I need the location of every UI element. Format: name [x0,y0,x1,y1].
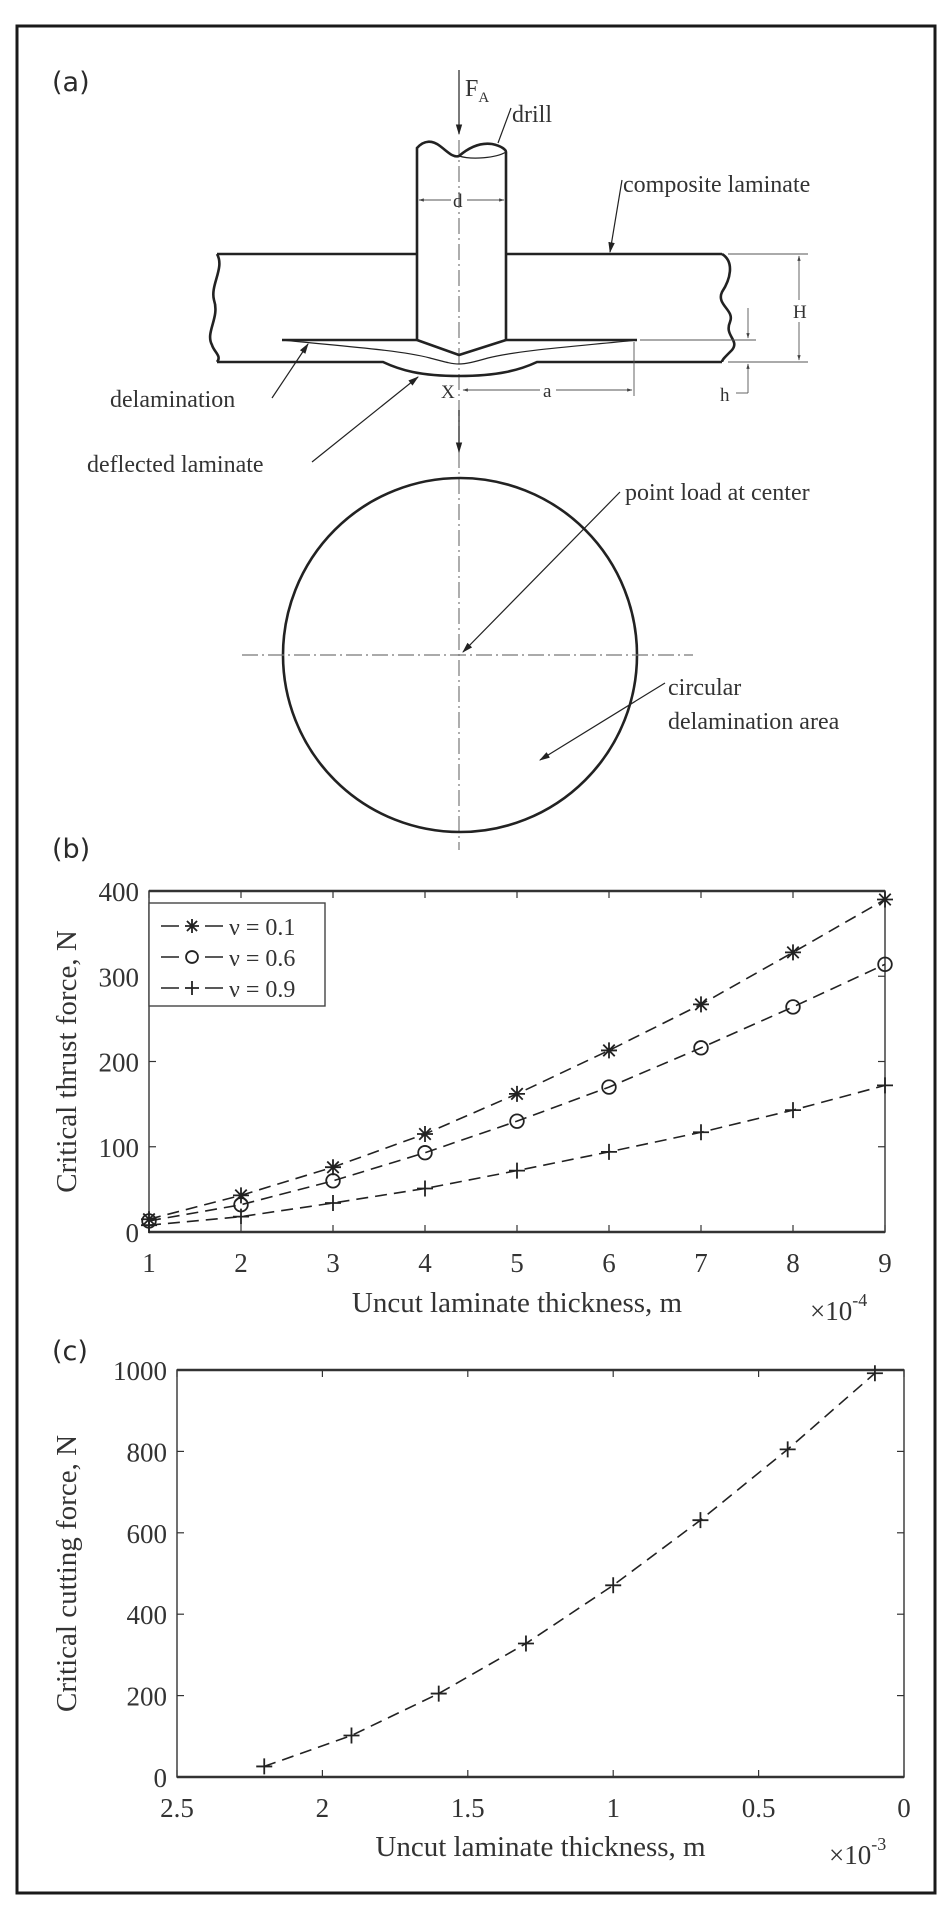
drill-top-ellipse [459,152,506,158]
y-tick-label: 300 [98,962,139,993]
drill-leader-line [498,108,511,143]
marker-asterisk-icon [417,1126,433,1142]
x-tick-label: 1 [606,1793,620,1823]
x-tick-label: 0.5 [741,1793,776,1823]
x-tick-label: 7 [694,1248,708,1278]
legend-label: ν = 0.6 [229,946,296,972]
drill-tip-icon [417,340,506,355]
x-tick-label: 9 [878,1248,892,1278]
cutting-force-chart [51,1356,911,1870]
laminate-right-break [721,254,734,362]
panel-c-chart [51,1336,911,1870]
y-tick-label: 200 [98,1047,139,1078]
y-tick-label: 800 [126,1437,167,1468]
point-load-arrow [463,492,620,652]
thrust-force-chart [51,877,893,1326]
x-tick-label: 0 [897,1793,911,1823]
marker-asterisk-icon [509,1086,525,1102]
deflected-leader-arrow [312,377,418,462]
panel-label-b: (b) [52,834,91,865]
x-tick-label: 8 [786,1248,800,1278]
delamination-label: delamination [110,387,236,413]
delamination-leader-arrow [272,344,308,398]
x-axis-multiplier: $\times 10^{-4}$ [810,1290,868,1326]
X-label: X [441,382,455,403]
x-axis-title: Uncut laminate thickness, m [351,1287,683,1319]
force-subscript: A [478,90,490,106]
drill-shaft-icon [417,142,506,340]
x-tick-label: 4 [418,1248,432,1278]
x-tick-label: 2 [234,1248,248,1278]
y-tick-label: 100 [98,1132,139,1163]
x-tick-label: 2.5 [160,1793,194,1823]
y-tick-label: 400 [98,877,139,907]
drill-label: drill [512,102,552,128]
panel-label-c: (c) [52,1336,88,1367]
force-label [465,76,489,106]
marker-asterisk-icon [877,892,893,908]
H-label: H [793,302,807,323]
legend-label: ν = 0.9 [229,977,296,1003]
laminate-bottom-edge [217,362,722,376]
circular-label-line1: circular [668,675,742,701]
y-tick-label: 600 [126,1518,167,1549]
x-axis-title: Uncut laminate thickness, m [375,1831,706,1863]
marker-asterisk-icon [785,944,801,960]
point-load-label: point load at center [625,480,810,506]
x-tick-label: 5 [510,1248,524,1278]
x-tick-label: 2 [315,1793,330,1823]
circular-area-arrow [540,683,665,760]
marker-asterisk-icon [185,919,199,933]
y-tick-label: 0 [153,1763,167,1793]
deflected-laminate-label: deflected laminate [87,452,264,478]
y-tick-label: 0 [125,1218,139,1248]
composite-laminate-label: composite laminate [623,172,811,198]
x-tick-label: 1 [142,1248,156,1278]
panel-b-chart [51,834,893,1326]
x-tick-label: 3 [326,1248,340,1278]
marker-asterisk-icon [693,996,709,1012]
laminate-left-break [210,254,219,362]
y-tick-label: 400 [126,1600,167,1631]
legend [149,903,325,1006]
x-tick-label: 6 [602,1248,616,1278]
circular-label-line2: delamination area [668,709,840,735]
h-label: h [720,385,730,406]
composite-leader-arrow [610,180,622,252]
y-axis-title: Critical thrust force, N [51,930,83,1193]
a-label: a [543,381,552,402]
y-tick-label: 1000 [113,1356,167,1386]
marker-asterisk-icon [325,1159,341,1175]
x-tick-label: 1.5 [450,1793,485,1823]
diameter-label: d [453,191,463,212]
force-symbol: F [465,76,479,102]
x-axis-multiplier: $\times 10^{-3}$ [829,1834,887,1870]
legend-label: ν = 0.1 [229,915,296,941]
y-axis-title: Critical cutting force, N [51,1434,83,1713]
y-tick-label: 200 [126,1681,167,1712]
panel-a-diagram [52,67,840,850]
plot-area [177,1370,904,1777]
panel-label-a: (a) [52,67,90,98]
marker-asterisk-icon [601,1042,617,1058]
